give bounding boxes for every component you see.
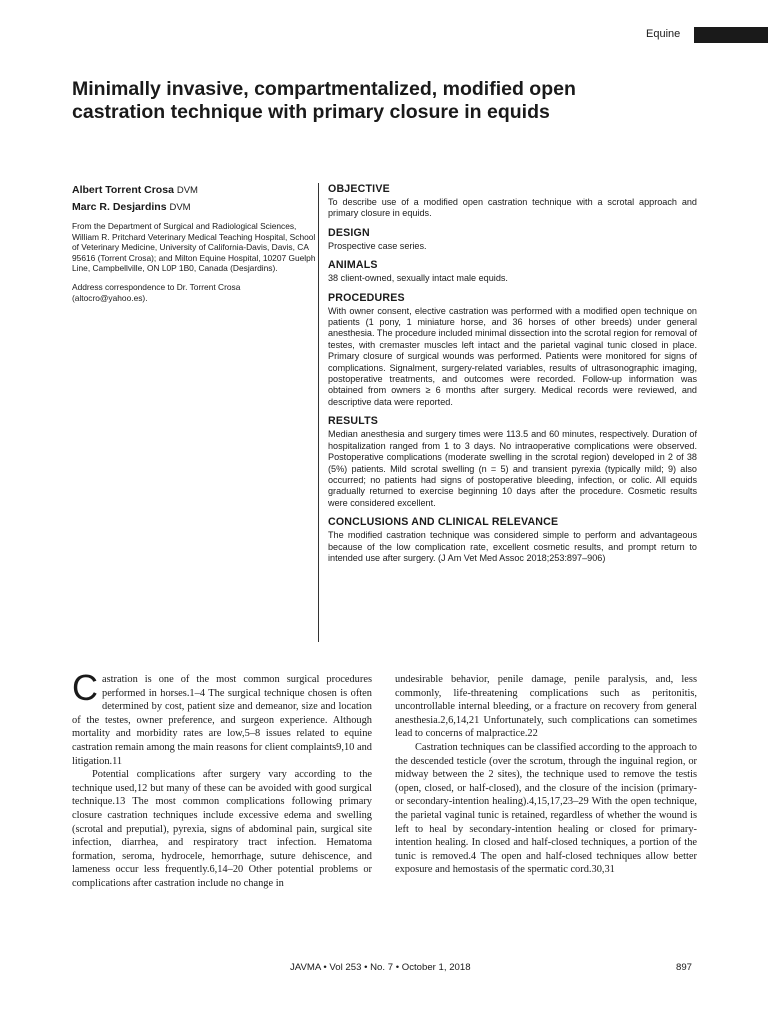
abstract-text-animals: 38 client-owned, sexually intact male equids.: [328, 273, 508, 284]
abstract: [328, 183, 697, 571]
abstract-text-design: Prospective case series.: [328, 240, 427, 251]
journal-citation: JAVMA • Vol 253 • No. 7 • October 1, 2018: [290, 962, 471, 973]
abstract-text-conclusions: The modified castration technique was considered simple to perform and advantageous because of the low complication rate, excellent cosmetic results, and prompt return to intended use after surgery. (J Am Vet Med Assoc 2018;253:897–906): [328, 530, 697, 563]
abstract-heading-conclusions: CONCLUSIONS AND CLINICAL RELEVANCE: [328, 516, 559, 529]
section-bar: [694, 27, 768, 43]
drop-cap: C: [72, 667, 98, 708]
author-1: [72, 184, 317, 196]
abstract-text-procedures: With owner consent, elective castration was performed with a modified open technique on patients (1 pony, 1 miniature horse, and 36 horses of other breeds) under general anesthesia. The procedure included minimal dissection into the scrotal region for removal of testes, with cremaster muscles left intact and the parietal vaginal tunic closed in place. Primary closure of surgical wounds was performed. Patients were monitored for signs of complications. Signalment, surgery-related variables, results of ultrasonographic imaging, postoperative treatments, and outcomes were recorded. Follow-up information was obtained from owners ≥ 6 months after surgery. Medical records were reviewed, and descriptive data were reported.: [328, 305, 697, 407]
author-name: Marc R. Desjardins: [72, 201, 167, 213]
section-label: Equine: [646, 28, 681, 40]
correspondence: Address correspondence to Dr. Torrent Crosa (altocro@yahoo.es).: [72, 281, 241, 303]
page-number: 897: [676, 962, 693, 973]
paragraph-text: astration is one of the most common surgical procedures performed in horses.1–4 The surgical technique chosen is often determined by cost, patient size and demeanor, size and location of the testes, owner preference, and surgeon experience. Although mortality and morbidity rates are low,5–8 issues related to equine castration remain among the main reasons for client complaints9,10 and litigation.11: [72, 674, 372, 767]
abstract-divider: [318, 183, 319, 642]
abstract-heading-design: DESIGN: [328, 226, 370, 239]
body-paragraph: Castration techniques can be classified according to the approach to the descended testicle (over the scrotum, through the inguinal region, or midway between the 2 sites), the technique used to remove the testis (open, closed, or half-closed), and the closure of the incision (primary- or secondary-intention healing).4,15,17,23–29 With the open technique, the parietal vaginal tunic is retained, regardless of whether the wound is left to heal by secondary-intention healing or closed for primary-intention healing. In closed and half-closed techniques, a portion of the tunic is removed.4 The open and half-closed techniques allow better exposure and hemostasis of the spermatic cord.30,31: [395, 741, 697, 876]
body-column-left: [72, 667, 372, 891]
abstract-text-objective: To describe use of a modified open castration technique with a scrotal approach and primary closure in equids.: [328, 197, 697, 219]
author-degree: DVM: [169, 202, 191, 213]
body-paragraph: [72, 667, 372, 768]
body-paragraph: Potential complications after surgery vary according to the technique used,12 but many of these can be avoided with good surgical technique.13 The most common complications following primary closure castration techniques include excessive edema and swelling (scrotal and preputial), pyrexia, signs of abdominal pain, surgical site infection, diarrhea, and respiratory tract infection. Hematoma formation, seroma, hydrocele, hemorrhage, suture dehiscence, and lameness occur less frequently.6,14–20 Other potential problems or complications after castration include no change in: [72, 769, 372, 889]
abstract-heading-objective: OBJECTIVE: [328, 183, 390, 195]
article-title: Minimally invasive, compartmentalized, modified open castration technique with primary closure in equids: [72, 78, 576, 123]
body-column-right: [395, 673, 697, 877]
author-degree: DVM: [176, 185, 198, 196]
author-name: Albert Torrent Crosa: [72, 184, 174, 196]
abstract-heading-results: RESULTS: [328, 415, 379, 428]
body-paragraph: undesirable behavior, penile damage, penile paralysis, and, less commonly, life-threatening complications such as peritonitis, uncontrollable internal bleeding, or a fracture on recovery from general anesthesia.2,6,14,21 Unfortunately, such complications can sometimes lead to concerns of malpractice.22: [395, 674, 697, 740]
abstract-text-results: Median anesthesia and surgery times were 113.5 and 60 minutes, respectively. Duration of hospitalization ranged from 1 to 3 days. No intraoperative complications were observed. Postoperative complications (moderate swelling in the scrotal region) developed in 2 of 38 (5%) patients. Mild scrotal swelling (n = 5) and transient pyrexia (typically mild; 9) also occurred; no patients had signs of postoperative bleeding, infection, or colic. All equids gradually returned to exercise beginning 10 days after the procedure. Cosmetic results were considered excellent.: [328, 429, 697, 508]
affiliation: From the Department of Surgical and Radiological Sciences, William R. Pritchard Veterinary Medical Teaching Hospital, School of Veterinary Medicine, University of California-Davis, Davis, CA 95616 (Torrent Crosa); and Milton Equine Hospital, 10207 Guelph Line, Campbellville, ON L0P 1B0, Canada (Desjardins).: [72, 221, 316, 274]
author-2: [72, 201, 317, 213]
abstract-heading-animals: ANIMALS: [328, 259, 378, 272]
abstract-heading-procedures: PROCEDURES: [328, 291, 405, 304]
author-block: [72, 184, 317, 303]
